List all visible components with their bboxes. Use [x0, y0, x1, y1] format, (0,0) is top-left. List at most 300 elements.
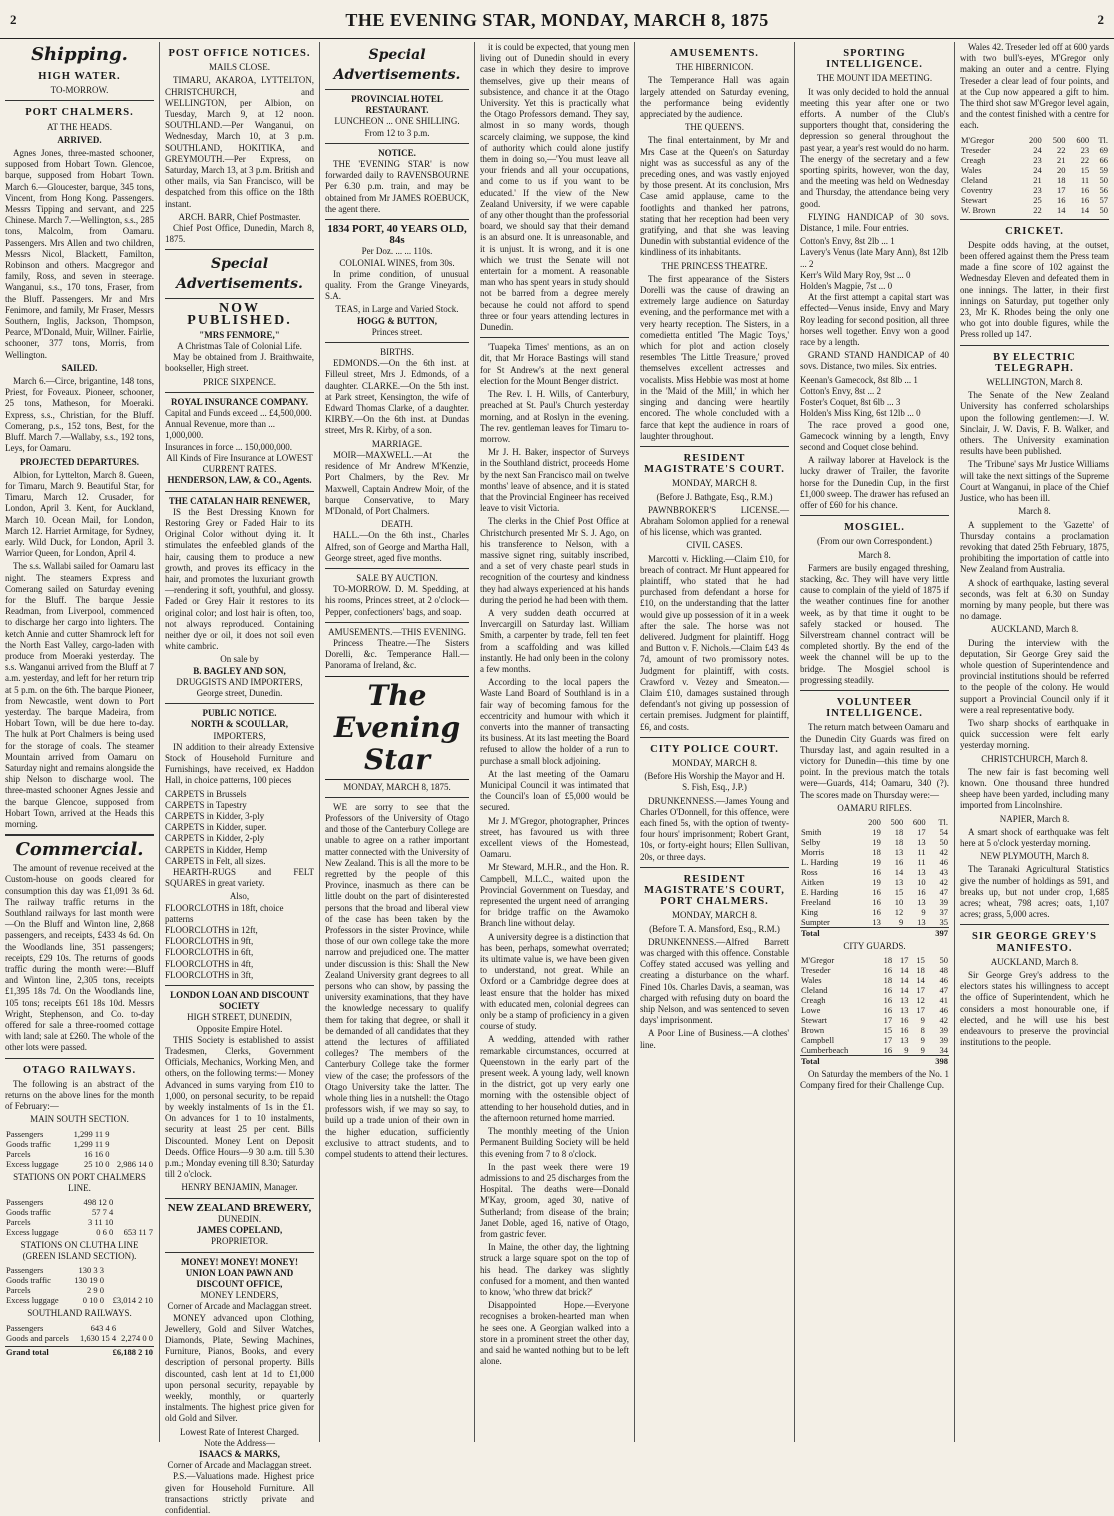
- oamaru-rifles-score: 19: [872, 877, 881, 887]
- disappointed-item: Disappointed Hope.—Everyone recognises a broken-hearted man when he sees one. A Georgian walked into a store in a prominent street the other day, and said he wanted nothing but to be left alone.: [480, 1300, 629, 1367]
- royal-insurances: Insurances in force ... 150,000,000.: [165, 441, 292, 452]
- race-1-result: Holden's Magpie, 7st ... 0: [800, 281, 893, 292]
- race-1-result: Kerr's Wild Mary Roy, 9st ... 0: [800, 269, 911, 280]
- oamaru-rifles-score: 39: [939, 897, 948, 907]
- telegraph-text-3: A supplement to the 'Gazette' of Thursday contains a proclamation revoking that dated 25th February, 1875, prohibiting the importation of cattle into New Zealand from Australia.: [960, 519, 1109, 575]
- union-loan-ps: P.S.—Valuations made. Highest price given for Household Furniture. All transactions strictly private and confidential.: [165, 1471, 314, 1515]
- oamaru-rifles-name: King: [801, 907, 818, 917]
- oamaru-rifles-header: 200: [868, 817, 881, 827]
- city-police-heading: CITY POLICE COURT.: [650, 743, 779, 755]
- race-1-title: FLYING HANDICAP of 30 sovs. Distance, 1 mile. Four entries.: [800, 211, 949, 234]
- shipping-heading: Shipping.: [31, 44, 128, 65]
- north-scoullar-name: NORTH & SCOULLAR,: [191, 719, 288, 730]
- city-guards-score: 41: [939, 995, 948, 1006]
- accident-item: A very sudden death occurred at Invercargill on Saturday last. William Smith, a carpenter by trade, fell ten feet from a scaffolding and was killed instantly. He had only been in the colony a few months.: [480, 607, 629, 674]
- city-guards-score: 16: [900, 1015, 909, 1026]
- editorial-text: WE are sorry to see that the Professors of the University of Otago and those of the Canterbury College are unable to agree on a rather important matter connected with the University of New Zealand. This is all the more to be regretted by the people of this Province, inasmuch as there can be little doubt on the part of disinterested persons that the broad and liberal view of the case has been taken by the Professors in the sister Province, while those of our own college take the more narrow and prejudiced one. The matter under discussion is this: Shall the New Zealand University grant degrees to all persons who can show, by passing the university examinations, that they have the knowledge necessary to qualify them for taking that degree, or shall it be demanded of all candidates that they attend the lectures of affiliated colleges? The members of the Canterbury College take the former view of the case; the professors of the Otago University take the latter. The whole thing lies in a nutshell: the Otago professors wish, if we may so say, to build up a trade union of their own in the higher education, sufficiently exclusive to attract students, and to compel students to attend their lectures.: [325, 801, 469, 1160]
- cup-row: [960, 145, 1109, 155]
- also-label: Also,: [229, 891, 250, 902]
- column-3: [320, 42, 475, 1442]
- auction-heading: SALE BY AUCTION.: [356, 572, 438, 583]
- southland-amount: 1,630 15 4: [79, 1332, 117, 1343]
- christchurch-dateline: CHRISTCHURCH, March 8.: [981, 753, 1088, 764]
- main-south-subtotal: [110, 1129, 154, 1139]
- cup-name: W. Brown: [961, 204, 996, 215]
- main-south-amount: 1,299 11 9: [73, 1128, 110, 1139]
- city-guards-score: 13: [900, 1035, 909, 1046]
- shipping-news: The s.s. Wallabi sailed for Oamaru last night. The steamers Express and Comerang sailed on Saturday evening for the Bluff. The barque Jessie Readman, from Liverpool, commenced to discharge her cargo into lighters. The ketch Annie and cutter Shamrock left for the North East Valley, cargo-laden with produce from Moeraki yesterday. The s.s. Wanganui arrived from the Bluff at 7 a.m. yesterday, and left for her return trip at 5 p.m. on the 6th. The barque Pioneer, from Newcastle, went down to Port yesterday. The barque Madeira, from Hobart Town, will be due here to-day. The hulk at Port Chalmers is being used for the storage of coals. The steamer Mountain arrived from Oamaru on Saturday night and remains alongside the ship Nelson to discharge wool. The three-masted schooner Agnes Jessie and the barque Glencoe, supposed from Hobart Town, arrived at the Heads this morning.: [5, 561, 154, 829]
- oamaru-rifles-score: 18: [894, 837, 904, 847]
- main-south-heading: MAIN SOUTH SECTION.: [30, 1114, 129, 1125]
- city-guards-score: 34: [939, 1045, 948, 1056]
- carpet-item: CARPETS in Kidder, Hemp: [165, 844, 268, 855]
- oamaru-rifles-score: 13: [894, 847, 904, 857]
- oamaru-rifles-score: 16: [917, 887, 926, 897]
- oamaru-rifles-score: 16: [872, 867, 881, 877]
- city-guards-heading: CITY GUARDS.: [843, 941, 906, 951]
- oamaru-rifles-name: E. Harding: [801, 887, 839, 897]
- oamaru-rifles-score: 18: [872, 847, 881, 857]
- death-heading: DEATH.: [381, 519, 413, 530]
- southland-label: Goods and parcels: [6, 1332, 69, 1343]
- nz-brewery-proprietor: JAMES COPELAND,: [196, 1225, 283, 1236]
- city-guards-row: [800, 975, 949, 985]
- race-2-title: GRAND STAND HANDICAP of 40 sovs. Distance, two miles. Six entries.: [800, 350, 949, 372]
- cup-score: 25: [1033, 194, 1042, 205]
- southland-label: Passengers: [6, 1322, 44, 1333]
- oamaru-rifles-score: 13: [917, 867, 926, 877]
- cup-score: 21: [1056, 154, 1066, 165]
- oamaru-rifles-total-value: 397: [927, 928, 949, 939]
- oamaru-rifles-total-blank: [860, 928, 882, 939]
- oamaru-rifles-score: 9: [921, 907, 926, 917]
- telegraph-text-2: The 'Tribune' says Mr Justice Williams will take the next sittings of the Supreme Court at Wanganui, in place of the Chief Justice, who has been ill.: [960, 459, 1109, 504]
- oamaru-rifles-name: Aitken: [801, 877, 825, 887]
- main-south-subtotal: [110, 1139, 154, 1149]
- queens-heading: THE QUEEN'S.: [684, 122, 745, 133]
- cup-score: 500: [1052, 134, 1066, 145]
- city-guards-score: 16: [883, 1045, 893, 1056]
- mosgiel-text: Farmers are busily engaged threshing, stacking, &c. They will have very little cause to complain of the yield of 1875 if the weather continues fine for another week, as by that time it ought to be safely stacked or housed. The Silverstream channel contract will be completed shortly. By the end of the week the channel will be up to the bridge. The Mosgiel school is progressing steadily.: [800, 562, 949, 685]
- city-guards-name: Stewart: [801, 1015, 827, 1026]
- floorcloth-item: FLOORCLOTHS in 12ft,: [165, 925, 258, 936]
- page-number-right: 2: [1097, 12, 1104, 27]
- port-line-subtotal: 653 11 7: [123, 1227, 153, 1238]
- telegraph-text-5: During the interview with the deputation, Sir George Grey said the whole question of Superintendence and provincial institutions should be referred to the people of the colony. He would support a Provincial Council only if it were a real representative body.: [960, 637, 1109, 715]
- cup-row: [960, 155, 1109, 165]
- cup-score: 18: [1056, 174, 1066, 185]
- grey-manifesto-heading: SIR GEORGE GREY'S MANIFESTO.: [972, 931, 1097, 954]
- city-guards-score: 18: [916, 965, 925, 976]
- otago-railways-intro: The following is an abstract of the returns on the above lines for the month of February:—: [5, 1078, 154, 1112]
- telegraph-heading: BY ELECTRIC TELEGRAPH.: [993, 351, 1076, 374]
- post-office-heading: POST OFFICE NOTICES.: [168, 48, 311, 59]
- floorcloth-item: FLOORCLOTHS in 18ft, choice patterns: [165, 902, 284, 924]
- city-guards-row: [800, 1035, 949, 1045]
- city-guards-row: [800, 1015, 949, 1025]
- cup-score: 50: [1099, 174, 1108, 185]
- southland-amount: 643 4 6: [90, 1322, 117, 1333]
- southland-subtotal: 2,274 0 0: [121, 1332, 153, 1343]
- rm-court-bench: (Before J. Bathgate, Esq., R.M.): [656, 491, 773, 502]
- rm-court-text-2: Marcotti v. Hickling.—Claim £10, for breach of contract. Mr Hunt appeared for plaintiff, who stated that he had purchased from defendant a horse for £10, on the understanding that the latter would give up possession of it in a week after the sale. The horse was not delivered. Judgment for plaintiff. Hogg and Button v. F. Nichols.—Claim £43 4s 7d, amount of two promissory notes. Judgment for plaintiff, with costs. Crawford v. Vezey and Smeaton.—Claim £10, damages sustained through defendant's not giving up possession of certain premises. Judgment for plaintiff, £6, and costs.: [640, 553, 789, 732]
- main-south-subtotal: [110, 1149, 154, 1159]
- rm-court-text-1: PAWNBROKER'S LICENSE.—Abraham Solomon applied for a renewal of his license, which was granted.: [640, 504, 789, 538]
- oamaru-rifles-total-blank: [904, 928, 926, 939]
- cup-score: 24: [1033, 164, 1042, 175]
- race-2-results: [800, 375, 949, 420]
- oamaru-rifles-score: 16: [872, 907, 881, 917]
- city-guards-score: 50: [939, 955, 948, 966]
- column-5: [635, 42, 795, 1442]
- oamaru-rifles-score: 37: [939, 907, 948, 917]
- provincial-hotel: PROVINCIAL HOTEL RESTAURANT.: [351, 94, 443, 116]
- mosgiel-date: March 8.: [858, 549, 891, 560]
- oamaru-rifles-table: [800, 817, 949, 938]
- port-line-label: Excess luggage: [6, 1227, 59, 1238]
- oamaru-rifles-score: 14: [894, 867, 904, 877]
- cricket-text: Despite odds having, at the outset, been offered against them the Press team made a fine score of 102 against the Wednesday Eleven and defeated them in one innings. The latter, in their first innings on Saturday, put together only 23, Mr K. Rhodes being the only one who got into double figures, while the Press rolled up 147.: [960, 239, 1109, 340]
- cup-row: [960, 175, 1109, 185]
- oamaru-rifles-score: 42: [939, 877, 948, 887]
- cup-score: 23: [1033, 154, 1042, 165]
- carpet-item: CARPETS in Kidder, 3-ply: [165, 810, 265, 821]
- cup-score: 15: [1080, 164, 1090, 175]
- race-1-text: At the first attempt a capital start was effected—Venus inside, Envy and Mary Roy leading for second position, all three horses well together. Envy won a good race by a length.: [800, 292, 949, 348]
- clutha-line-row: [5, 1275, 154, 1285]
- oamaru-rifles-name: Sumpter: [801, 917, 830, 927]
- north-scoullar-sub: IMPORTERS,: [213, 730, 266, 741]
- oamaru-rifles-header-blank: [800, 817, 860, 827]
- union-loan-name: ISAACS & MARKS,: [199, 1448, 280, 1459]
- telegraph-text-7: The new fair is fast becoming well known. One thousand three hundred sheep have been yarded, including many imported from Lincolnshire.: [960, 766, 1109, 811]
- city-guards-score: 9: [920, 1015, 925, 1026]
- hibernicon-heading: THE HIBERNICON.: [675, 62, 754, 73]
- city-guards-score: 18: [883, 975, 893, 986]
- city-guards-table: [800, 955, 949, 1066]
- southland-row: [5, 1323, 154, 1333]
- city-guards-score: 9: [920, 1035, 925, 1046]
- cup-score: 22: [1056, 144, 1066, 155]
- race-2-result: Keenan's Gamecock, 8st 8lb ... 1: [800, 374, 918, 385]
- newspaper-title: THE EVENING STAR, MONDAY, MARCH 8, 1875: [345, 10, 769, 30]
- race-2-result: Holden's Miss King, 6st 12lb ... 0: [800, 408, 921, 419]
- volunteer-text: The return match between Oamaru and the Dunedin City Guards was fired on Thursday last, and again resulted in a victory for Dunedin—this time by one point. In the previous match the totals were—Guards, 414; Oamaru, 340 (?). The scores made on Thursday were:—: [800, 722, 949, 800]
- cup-score: 14: [1056, 204, 1066, 215]
- arrivals-text: Agnes Jones, three-masted schooner, supposed from Hobart Town. Glencoe, barque, supposed from Hobart Town. March 6.—Gloucester, barque, 345 tons, Vincent, from Hong Kong. Passengers. Messrs Tipping and servant, and 225 Chinese. March 7.—Wellington, s.s., 285 tons, Malcolm, from Oamaru. Passengers. Mrs Allen and two children, Messrs Nicol, Blackett, Familton, Robinson and others. Macgregor and family, Ross, and seven in steerage. Wanganui, s.s., 170 tons, Fraser, from the Bluff. Passengers. Mr and Mrs Fenimore, and family, Mr Fraser, Messrs Southern, Inglis, Jackson, Thompson, Pearce, M'Donald, Muir, Willner. Fairlie, schooner, 377 tons, Morris, from Wellington.: [5, 148, 154, 360]
- cup-row: [960, 195, 1109, 205]
- port-line-label: Passengers: [6, 1197, 44, 1208]
- city-guards-score: 13: [900, 995, 909, 1006]
- wellington-dateline: WELLINGTON, March 8.: [986, 377, 1083, 388]
- mails-close: MAILS CLOSE.: [208, 62, 270, 73]
- oamaru-rifles-row: [800, 827, 949, 837]
- mosgiel-heading: MOSGIEL.: [844, 522, 905, 534]
- mrs-fenmore-text: May be obtained from J. Braithwaite, bookseller, High street.: [165, 352, 314, 374]
- auckland-dateline: AUCKLAND, March 8.: [990, 624, 1079, 635]
- city-guards-score: 14: [900, 985, 909, 996]
- notice-text: THE 'EVENING STAR' is now forwarded daily to RAVENSBOURNE Per 6.30 p.m. train, and may be obtained from Mr JAMES ROEBUCK, the agent there.: [325, 159, 469, 214]
- cup-score: 20: [1056, 164, 1066, 175]
- southland-table: [5, 1323, 154, 1343]
- cup-row: [960, 205, 1109, 215]
- bagley-address: George street, Dunedin.: [196, 687, 283, 698]
- city-guards-score: 39: [939, 1035, 948, 1046]
- clutha-line-amount: 2 9 0: [86, 1285, 104, 1296]
- cup-score: 24: [1033, 144, 1042, 155]
- city-guards-name: Treseder: [801, 965, 831, 976]
- carpet-item: CARPETS in Brussels: [165, 788, 247, 799]
- port-line-subtotal: [114, 1217, 154, 1227]
- floorcloth-item: FLOORCLOTHS in 3ft,: [165, 969, 254, 980]
- oamaru-rifles-heading: OAMARU RIFLES.: [837, 802, 912, 813]
- oamaru-rifles-score: 46: [939, 857, 948, 867]
- city-guards-score: 17: [883, 1015, 893, 1026]
- telegraph-text-1: The Senate of the New Zealand University has conferred scholarships upon the following gentlemen:—J. W. Sinclair, J. W. Davis, F. B. Walker, and others. The University examination results have been published.: [960, 390, 1109, 457]
- union-loan-text: MONEY advanced upon Clothing, Jewellery, Gold and Silver Watches, Diamonds, Plate, Sewing Machines, Furniture, Pianos, Books, and every description of personal property. Bills discounted, cash lent at 1d to £1,000 upon personal security, repayable by weekly, monthly, or quarterly instalments. The highest price given for old Gold and Silver.: [165, 1312, 314, 1424]
- oamaru-rifles-score: 16: [894, 857, 904, 867]
- hospital-item: In the past week there were 19 admissions to and 25 discharges from the Hospital. The deaths were—Donald M'Kay, groom, aged 30, native of Sutherland; from disease of the brain; Janet Doble, aged 16, native of Otago, from gastric fever.: [480, 1161, 629, 1239]
- steward-item: Mr Steward, M.H.R., and the Hon. R. Campbell, M.L.C., waited upon the Provincial Government on Tuesday, and represented the urgent need of arranging for bridge traffic on the Awamoko Branch line without delay.: [480, 862, 629, 929]
- city-guards-score: 13: [900, 1005, 909, 1016]
- race-2-result: Foster's Coquet, 8st 6lb ... 3: [800, 397, 901, 408]
- cup-row: [960, 165, 1109, 175]
- telegraph-text-10: Sir George Grey's address to the electors states his willingness to accept the office of Superintendent, which he considers a most honourable one, if elected, and he will use his best endeavours to preserve the provincial institutions to the people.: [960, 970, 1109, 1048]
- royal-revenue: Annual Revenue, more than ... 1,000,000.: [165, 419, 275, 441]
- city-guards-score: 17: [883, 1035, 893, 1046]
- city-guards-score: 16: [900, 1025, 909, 1036]
- oamaru-rifles-score: 19: [872, 857, 881, 867]
- city-guards-score: 15: [916, 955, 925, 966]
- london-loan-signature: HENRY BENJAMIN, Manager.: [181, 1182, 298, 1193]
- sporting-heading: SPORTING INTELLIGENCE.: [826, 48, 923, 71]
- union-loan-note: Note the Address—: [204, 1437, 275, 1448]
- city-guards-name: Cumberbeach: [801, 1045, 849, 1056]
- cup-name: Stewart: [961, 194, 987, 205]
- oamaru-rifles-score: 11: [917, 857, 926, 867]
- union-loan-rate: Lowest Rate of Interest Charged.: [179, 1426, 300, 1437]
- southland-subtotal: [117, 1323, 154, 1333]
- cup-score: 600: [1076, 134, 1090, 145]
- mosgiel-sub: (From our own Correspondent.): [817, 536, 932, 547]
- main-south-table: [5, 1129, 154, 1169]
- amusements-text: Princess Theatre.—The Sisters Dorelli, &c. Temperance Hall.—Panorama of Ireland, &c.: [325, 637, 469, 671]
- cup-name: Treseder: [961, 144, 991, 155]
- oamaru-rifles-row: [800, 877, 949, 887]
- oamaru-rifles-score: 18: [894, 827, 904, 837]
- city-guards-name: Campbell: [801, 1035, 835, 1046]
- city-guards-score: 48: [939, 965, 948, 976]
- death-text: HALL.—On the 6th inst., Charles Alfred, son of George and Martha Hall, George street, aged five months.: [325, 530, 469, 563]
- column-7: [955, 42, 1114, 1442]
- city-guards-name: Brown: [801, 1025, 825, 1036]
- oamaru-rifles-score: 50: [939, 837, 948, 847]
- main-south-amount: 16 16 0: [83, 1148, 110, 1159]
- column-6: [795, 42, 955, 1442]
- city-guards-row: [800, 985, 949, 995]
- port-line-table: [5, 1197, 154, 1237]
- commercial-text: The amount of revenue received at the Custom-house on goods cleared for consumption this day was £1,091 3s 6d. The railway traffic returns in the Southland railways for last month were—On the Bluff and Winton line, 2,868 passengers, and receipts, £433 4s 6d. On the Woodlands line, 351 passengers; receipts, £29 10s. The returns of goods traffic during the month were:—Bluff and Winton line, 2,305 tons, receipts £1,395 18s 7d. On the Woodlands line, 105 tons; receipts £61 18s 10d. Messrs Wright, Stephenson, and Co. to-day offered for sale a three-roomed cottage with land; sale at £260. The whole of the other lots were passed.: [5, 863, 154, 1053]
- oamaru-rifles-row: [800, 847, 949, 857]
- grand-total-value: £6,188 2 10: [82, 1346, 154, 1357]
- main-south-label: Passengers: [6, 1128, 44, 1139]
- royal-kinds: All Kinds of Fire Insurance at LOWEST CURRENT RATES.: [166, 452, 313, 475]
- north-scoullar-text: IN addition to their already Extensive Stock of Household Furniture and Furnishings, have received, ex Haddon Hall, in choice patterns, 100 pieces: [165, 741, 314, 786]
- railway-laborer-item: A railway laborer at Havelock is the lucky drawer of Trailer, the favorite horse for the Dunedin Cup, in the first £1,000 sweep. The drawer has refused an offer of £60 for his chance.: [800, 455, 949, 510]
- cricket-heading: CRICKET.: [1005, 225, 1064, 237]
- evening-star-masthead: The Evening Star: [325, 676, 469, 780]
- race-1-results: [800, 236, 949, 292]
- city-guards-score: 17: [900, 955, 909, 966]
- city-police-date: MONDAY, MARCH 8.: [671, 757, 758, 768]
- oamaru-rifles-name: Ross: [801, 867, 818, 877]
- rm-court-heading: RESIDENT MAGISTRATE'S COURT.: [644, 452, 785, 476]
- city-guards-score: 12: [916, 995, 925, 1006]
- oamaru-rifles-score: 15: [894, 887, 904, 897]
- clutha-line-amount: 0 10 0: [82, 1295, 104, 1306]
- cup-row: [960, 135, 1109, 145]
- clutha-line-amount: 130 19 0: [74, 1275, 104, 1286]
- port-line-row: [5, 1227, 154, 1237]
- grand-total-label: Grand total: [5, 1346, 82, 1357]
- oamaru-rifles-name: Smith: [801, 827, 822, 837]
- port-line-heading: STATIONS ON PORT CHALMERS LINE.: [13, 1171, 146, 1193]
- wedding-item: A wedding, attended with rather remarkable circumstances, occurred at Queenstown in the early part of the present week. A young lady, well known in the district, got up very early one morning with the ostensible object of attending to her household duties, and in the afternoon returned home married.: [480, 1034, 629, 1123]
- march8-dateline: March 8.: [1018, 506, 1051, 517]
- city-guards-score: 9: [904, 1045, 909, 1056]
- oamaru-rifles-row: [800, 917, 949, 928]
- city-guards-score: 17: [916, 985, 925, 996]
- oamaru-rifles-score: 10: [917, 877, 926, 887]
- mrs-fenmore-title: "MRS FENMORE,": [199, 329, 280, 340]
- oamaru-rifles-row: [800, 887, 949, 897]
- city-guards-total-blank: [893, 1056, 909, 1067]
- oamaru-rifles-score: 13: [894, 877, 904, 887]
- carpets-list: [165, 789, 314, 867]
- auction-text: TO-MORROW. D. M. Spedding, at his rooms, Princes street, at 2 o'clock—Pepper, confectioners' bags, and soap.: [325, 584, 469, 617]
- clothes-line-item: A Poor Line of Business.—A clothes' line.: [640, 1028, 789, 1050]
- oamaru-rifles-score: 12: [894, 907, 904, 917]
- column-1: [0, 42, 160, 1442]
- city-guards-score: 47: [939, 985, 948, 996]
- marriage-text: MOIR—MAXWELL.—At the residence of Mr Andrew M'Kenzie, Port Chalmers, by the Rev. Mr Maxwell, Captain Andrew Moir, of the barque Conservative, to Mary M'Donald, of Port Chalmers.: [325, 449, 469, 516]
- port-line-row: [5, 1197, 154, 1207]
- clutha-line-subtotal: [105, 1265, 154, 1275]
- city-guards-score: 42: [939, 1015, 948, 1026]
- city-guards-total-row: [800, 1056, 949, 1067]
- port-rm-bench: (Before T. A. Mansford, Esq., R.M.): [649, 923, 780, 934]
- oamaru-rifles-score: 42: [939, 847, 948, 857]
- oamaru-rifles-header: Tl.: [938, 817, 948, 827]
- port-line-amount: 57 7 4: [91, 1207, 114, 1218]
- union-loan-corner: Corner of Arcade and Maclaggan street.: [167, 1460, 312, 1471]
- city-guards-score: 16: [883, 1005, 893, 1016]
- clerks-item: The clerks in the Chief Post Office at Christchurch presented Mr S. J. Ago, on his transference to Nelson, with a massive signet ring, suitably inscribed, and a set of very chaste pearl studs in recognition of the courtesy and kindness they had always experienced at his hands during the period he had been with them.: [480, 516, 629, 605]
- cup-score: 200: [1028, 134, 1042, 145]
- mgregor-item: Mr J. M'Gregor, photographer, Princes street, has favoured us with three excellent views of the Homestead, Oamaru.: [480, 815, 629, 860]
- oamaru-rifles-score: 16: [872, 887, 881, 897]
- births-heading: BIRTHS.: [380, 347, 414, 358]
- union-loan-heading: UNION LOAN PAWN AND DISCOUNT OFFICE,: [185, 1267, 294, 1289]
- oamaru-rifles-header: 600: [912, 817, 926, 827]
- city-police-text: DRUNKENNESS.—James Young and Charles O'Donnell, for this offence, were each fined 5s, with the option of twenty-four hours' imprisonment; Robert Grant, 10s, or forty-eight hours; Ellen Sullivan, 20s, or three days.: [640, 795, 789, 862]
- floorcloth-item: FLOORCLOTHS in 6ft,: [165, 947, 254, 958]
- floorcloths-list: [165, 903, 314, 981]
- cup-score: 17: [1056, 184, 1066, 195]
- royal-agents: HENDERSON, LAW, & CO., Agents.: [167, 475, 312, 486]
- oamaru-rifles-score: 17: [917, 827, 926, 837]
- page-number-left: 2: [10, 12, 17, 27]
- public-notice: PUBLIC NOTICE.: [202, 708, 277, 719]
- oamaru-rifles-score: 13: [917, 837, 926, 847]
- port-line-amount: 0 6 0: [96, 1227, 114, 1238]
- high-water-heading: HIGH WATER.: [38, 71, 121, 82]
- city-guards-name: Wales: [801, 975, 822, 986]
- oamaru-rifles-header-row: [800, 817, 949, 827]
- lunch-hours: From 12 to 3 p.m.: [364, 127, 430, 138]
- cup-score: 59: [1099, 164, 1108, 175]
- city-guards-row: [800, 955, 949, 965]
- main-south-subtotal: 2,986 14 0: [116, 1158, 153, 1169]
- port-rm-heading: RESIDENT MAGISTRATE'S COURT, PORT CHALMERS.: [644, 873, 785, 908]
- port-line-label: Goods traffic: [6, 1207, 51, 1218]
- city-guards-row: [800, 1025, 949, 1035]
- main-south-amount: 25 10 0: [83, 1158, 110, 1169]
- port-rm-date: MONDAY, MARCH 8.: [671, 910, 758, 921]
- catalan-text: IS the Best Dressing Known for Restoring Grey or Faded Hair to its Original Color without dying it. It stimulates the enfeebled glands of the hair, causing them to produce a new growth, and proves its efficacy in the hair, and promotes the luxuriant growth—rendering it soft, youthful, and glossy. Faded or Grey Hair it restores to its original color; and lost hair is often, too, not always reproduced. Containing neither dye or oil, it does not soil even white cambric.: [165, 506, 314, 652]
- port-heading: PORT CHALMERS.: [25, 107, 134, 119]
- luncheon: LUNCHEON ... ONE SHILLING.: [334, 116, 460, 127]
- city-guards-score: 39: [939, 1025, 948, 1036]
- city-guards-score: 46: [939, 1005, 948, 1016]
- oamaru-rifles-score: 47: [939, 887, 948, 897]
- main-south-label: Excess luggage: [6, 1158, 59, 1169]
- oamaru-rifles-total-row: [800, 928, 949, 939]
- mrs-fenmore-sub: A Christmas Tale of Colonial Life.: [177, 341, 302, 352]
- floorcloth-item: FLOORCLOTHS in 9ft,: [165, 936, 254, 947]
- oamaru-rifles-score: 19: [872, 827, 881, 837]
- post-office-signature: ARCH. BARR, Chief Postmaster.: [178, 211, 301, 222]
- university-item: A university degree is a distinction that has been, perhaps, somewhat overrated; its ultimate value is, we have been given to understand, not great. While an Oxford or a Cambridge degree does at least ensure that the holder has mixed with educated men, colonial degrees can only be a stamp of proficiency in a given course of study.: [480, 931, 629, 1032]
- land-board-item: According to the local papers the Waste Land Board of Southland is in a fair way of becoming famous for the eccentricity and humour with which it converts into the manner of transacting its business. At its last meeting the Board refused to allow the holder of a run to purchase a small block adjoining.: [480, 677, 629, 766]
- port-line-row: [5, 1217, 154, 1227]
- clutha-line-label: Goods traffic: [6, 1275, 51, 1286]
- race-1-result: Cotton's Envy, 8st 2lb ... 1: [800, 236, 895, 247]
- race-2-text: The race proved a good one, Gamecock winning by a length, Envy second and Coquet close behind.: [800, 419, 949, 452]
- clutha-line-subtotal: [105, 1285, 154, 1295]
- maine-item: In Maine, the other day, the lightning struck a large square spot on the top of his head. The darkey was slightly confused for a moment, and then wanted to know, 'who threw dat brick?': [480, 1242, 629, 1297]
- clutha-line-heading: STATIONS ON CLUTHA LINE (GREEN ISLAND SECTION).: [20, 1240, 139, 1262]
- clutha-line-label: Parcels: [6, 1285, 31, 1296]
- cup-score: 69: [1099, 144, 1108, 155]
- page-header: [0, 8, 1114, 39]
- on-sale: On sale by: [220, 654, 259, 665]
- clutha-line-row: [5, 1265, 154, 1275]
- otago-railways-heading: OTAGO RAILWAYS.: [22, 1064, 137, 1076]
- city-police-bench: (Before His Worship the Mayor and H. S. Fish, Esq., J.P.): [644, 771, 785, 793]
- clutha-line-row: [5, 1295, 154, 1305]
- cup-row: [960, 185, 1109, 195]
- city-guards-name: Lowe: [801, 1005, 821, 1016]
- teas-text: TEAS, in Large and Varied Stock.: [335, 304, 459, 315]
- port-rm-text: DRUNKENNESS.—Alfred Barrett was charged with this offence. Constable Coffey stated accused was yelling and creating a disturbance on the wharf. Fined 10s. Charles Davis, a seaman, was charged with refusing duty on board the ship Nelson, and was sentenced to seven days' imprisonment.: [640, 936, 789, 1026]
- cup-score: 16: [1080, 194, 1090, 205]
- hibernicon-text: The Temperance Hall was again largely attended on Saturday evening, the performance being evidently appreciated by the audience.: [640, 75, 789, 120]
- main-south-amount: 1,299 11 9: [73, 1138, 110, 1149]
- city-guards-name: M'Gregor: [801, 955, 835, 966]
- port-line-amount: 3 11 10: [88, 1217, 114, 1228]
- cup-score: Tl.: [1098, 134, 1108, 145]
